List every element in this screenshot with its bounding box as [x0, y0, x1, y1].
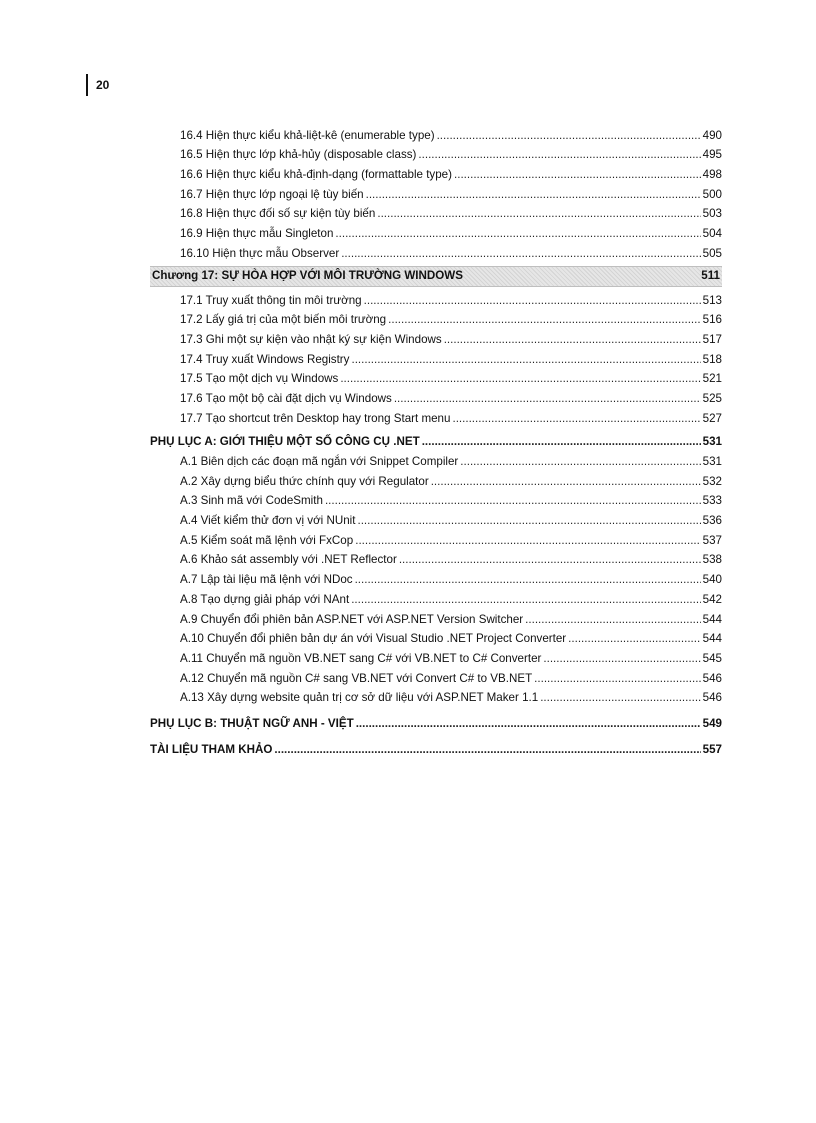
dot-leader [341, 247, 700, 262]
toc-entry[interactable] [150, 289, 722, 309]
toc-entry[interactable] [150, 470, 722, 490]
toc-entry-title: A.3 Sinh mã với CodeSmith [180, 494, 323, 508]
toc-entry-page: 503 [702, 207, 722, 221]
dot-leader [340, 372, 700, 387]
toc-entry-page: 546 [702, 671, 722, 685]
references-page: 557 [702, 742, 722, 756]
toc-entry-title: 16.9 Hiện thực mẫu Singleton [180, 227, 334, 241]
toc-entry-title: 16.8 Hiện thực đối số sự kiện tùy biến [180, 207, 376, 221]
dot-leader [356, 717, 701, 732]
toc-entry-title: 16.7 Hiện thực lớp ngoại lệ tùy biến [180, 187, 364, 201]
toc-entry[interactable] [150, 163, 722, 183]
toc-entry[interactable] [150, 407, 722, 427]
toc-entry[interactable] [150, 348, 722, 368]
appendix-page: 531 [702, 435, 722, 449]
toc-entry-page: 537 [702, 533, 722, 547]
dot-leader [364, 294, 701, 309]
toc-entry-page: 490 [702, 128, 722, 142]
toc-entry-title: A.1 Biên dịch các đoạn mã ngắn với Snippet Compiler [180, 455, 459, 468]
appendix-title: PHỤ LỤC B: THUẬT NGỮ ANH - VIỆT [150, 716, 354, 730]
dot-leader [540, 691, 700, 706]
dot-leader [366, 188, 701, 203]
dot-leader [325, 494, 701, 509]
dot-leader [568, 632, 701, 647]
appendix-title: PHỤ LỤC A: GIỚI THIỆU MỘT SỐ CÔNG CỤ .NET [150, 435, 420, 449]
toc-entry-title: A.2 Xây dựng biểu thức chính quy với Regulator [180, 474, 429, 488]
dot-leader [355, 534, 700, 549]
toc-entry[interactable] [150, 509, 722, 529]
toc-entry[interactable] [150, 687, 722, 707]
toc-entry[interactable] [150, 183, 722, 203]
dot-leader [460, 455, 700, 470]
toc-entry-title: 17.3 Ghi một sự kiện vào nhật ký sự kiện Windows [180, 332, 442, 346]
toc-entry-title: A.5 Kiểm soát mã lệnh với FxCop [180, 533, 354, 547]
toc-entry[interactable] [150, 529, 722, 549]
toc-entry-page: 521 [702, 372, 722, 386]
toc-entry-title: 16.5 Hiện thực lớp khả-hủy (disposable class) [180, 148, 417, 162]
toc-entry-title: 17.6 Tạo một bộ cài đặt dịch vụ Windows [180, 391, 392, 405]
chapter-heading[interactable] [150, 266, 722, 287]
toc-entry-title: 17.2 Lấy giá trị của một biến môi trường [180, 313, 387, 327]
dot-leader [351, 593, 700, 608]
page-number: 20 [96, 78, 110, 92]
toc-entry-title: A.9 Chuyển đổi phiên bản ASP.NET với ASP.NET Version Switcher [180, 612, 524, 626]
toc-entry[interactable] [150, 328, 722, 348]
toc-entry-page: 536 [702, 514, 722, 528]
toc-entry-page: 505 [702, 246, 722, 260]
toc-entry-page: 516 [702, 313, 722, 327]
table-of-contents [150, 124, 722, 758]
toc-entry-title: 16.4 Hiện thực kiểu khả-liệt-kê (enumerable type) [180, 128, 435, 142]
toc-entry[interactable] [150, 568, 722, 588]
toc-entry-title: 16.10 Hiện thực mẫu Observer [180, 246, 340, 260]
toc-entry-page: 500 [702, 187, 722, 201]
dot-leader [377, 207, 700, 222]
dot-leader [394, 392, 701, 407]
references-heading[interactable] [150, 738, 722, 758]
toc-entry-page: 546 [702, 691, 722, 705]
appendix-a-heading[interactable] [150, 431, 722, 451]
dot-leader [388, 313, 701, 328]
dot-leader [431, 475, 701, 490]
toc-entry-page: 504 [702, 227, 722, 241]
toc-entry-page: 525 [702, 391, 722, 405]
toc-entry-page: 495 [702, 148, 722, 162]
chapter-title: Chương 17: SỰ HÒA HỢP VỚI MÔI TRƯỜNG WINDOWS [152, 269, 463, 283]
toc-entry[interactable] [150, 549, 722, 569]
toc-entry-page: 544 [702, 612, 722, 626]
toc-entry-page: 518 [702, 352, 722, 366]
dot-leader [452, 412, 700, 427]
dot-leader [543, 652, 700, 667]
toc-entry-page: 545 [702, 651, 722, 665]
toc-entry-title: 17.7 Tạo shortcut trên Desktop hay trong Start menu [180, 411, 451, 425]
dot-leader [357, 514, 700, 529]
dot-leader [437, 129, 701, 144]
toc-entry-title: A.4 Viết kiểm thử đơn vị với NUnit [180, 514, 356, 528]
dot-leader [422, 435, 701, 450]
toc-entry-title: A.7 Lập tài liệu mã lệnh với NDoc [180, 573, 353, 587]
toc-entry[interactable] [150, 242, 722, 262]
toc-entry-page: 531 [702, 455, 722, 468]
toc-entry-title: A.6 Khảo sát assembly với .NET Reflector [180, 553, 397, 567]
appendix-b-heading[interactable] [150, 712, 722, 732]
toc-entry[interactable] [150, 387, 722, 407]
toc-entry[interactable] [150, 222, 722, 242]
toc-entry[interactable] [150, 490, 722, 510]
toc-entry-page: 538 [702, 553, 722, 567]
dot-leader [399, 553, 701, 568]
toc-entry-page: 532 [702, 474, 722, 488]
toc-entry-title: A.10 Chuyển đổi phiên bản dự án với Visual Studio .NET Project Converter [180, 632, 567, 646]
toc-entry-page: 527 [702, 411, 722, 425]
page-header [86, 74, 109, 96]
toc-entry[interactable] [150, 450, 722, 470]
toc-entry-page: 542 [702, 592, 722, 606]
dot-leader [534, 672, 701, 687]
dot-leader [351, 353, 700, 368]
dot-leader [355, 573, 701, 588]
toc-entry[interactable] [150, 628, 722, 648]
toc-entry-title: A.8 Tạo dựng giải pháp với NAnt [180, 592, 350, 606]
toc-entry[interactable] [150, 647, 722, 667]
toc-entry-page: 498 [702, 168, 722, 182]
toc-entry-title: A.12 Chuyển mã nguồn C# sang VB.NET với Convert C# to VB.NET [180, 671, 533, 685]
toc-entry-title: 17.1 Truy xuất thông tin môi trường [180, 293, 362, 307]
toc-entry[interactable] [150, 588, 722, 608]
toc-entry[interactable] [150, 124, 722, 144]
dot-leader [274, 743, 700, 758]
toc-entry-page: 533 [702, 494, 722, 508]
toc-entry-page: 517 [702, 332, 722, 346]
toc-entry-title: 16.6 Hiện thực kiểu khả-định-dạng (formattable type) [180, 168, 452, 182]
toc-entry[interactable] [150, 203, 722, 223]
toc-entry[interactable] [150, 667, 722, 687]
toc-entry-page: 513 [702, 293, 722, 307]
dot-leader [444, 333, 701, 348]
toc-entry-title: A.11 Chuyển mã nguồn VB.NET sang C# với VB.NET to C# Converter [180, 651, 542, 665]
toc-entry-title: 17.4 Truy xuất Windows Registry [180, 352, 350, 366]
toc-entry-title: 17.5 Tạo một dịch vụ Windows [180, 372, 339, 386]
dot-leader [525, 613, 700, 628]
appendix-page: 549 [702, 716, 722, 730]
toc-entry[interactable] [150, 368, 722, 388]
dot-leader [335, 227, 700, 242]
toc-entry[interactable] [150, 309, 722, 329]
toc-entry-title: A.13 Xây dựng website quản trị cơ sở dữ liệu với ASP.NET Maker 1.1 [180, 691, 539, 705]
dot-leader [418, 148, 700, 163]
toc-entry-page: 544 [702, 632, 722, 646]
toc-entry[interactable] [150, 608, 722, 628]
toc-entry[interactable] [150, 144, 722, 164]
dot-leader [454, 168, 701, 183]
toc-entry-page: 540 [702, 573, 722, 587]
references-title: TÀI LIỆU THAM KHẢO [150, 742, 273, 756]
chapter-page: 511 [701, 269, 720, 283]
